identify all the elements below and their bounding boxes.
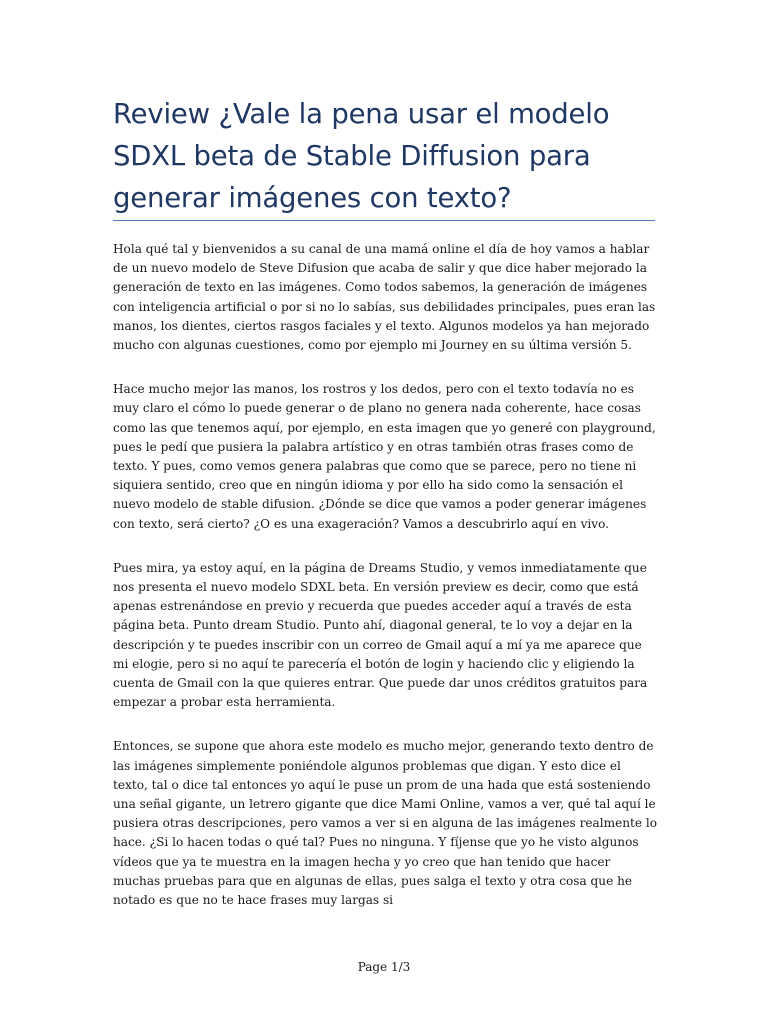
title-divider (113, 220, 655, 221)
document-body (113, 240, 658, 935)
page-number: Page 1/3 (357, 960, 411, 974)
paragraph-3: Pues mira, ya estoy aquí, en la página de Dreams Studio, y vemos inmediatamente que nos presenta el nuevo modelo SDXL beta. En versión preview es decir, como que está apenas estrenándose en previo y recuerda que puedes acceder aquí a través de esta página beta. Punto dream Studio. Punto ahí, diagonal general, te lo voy a dejar en la descripción y te puedes inscribir con un correo de Gmail aquí a mí ya me aparece que mi elogie, pero si no aquí te parecería el botón de login y haciendo clic y eligiendo la cuenta de Gmail con la que quieres entrar. Que puede dar unos créditos gratuitos para empezar a probar esta herramienta. (113, 560, 648, 710)
paragraph-1: Hola qué tal y bienvenidos a su canal de una mamá online el día de hoy vamos a hablar de un nuevo modelo de Steve Difusion que acaba de salir y que dice haber mejorado la generación de texto en las imágenes. Como todos sabemos, la generación de imágenes con inteligencia artificial o por si no lo sabías, sus debilidades principales, pues eran las manos, los dientes, ciertos rasgos faciales y el texto. Algunos modelos ya han mejorado mucho con algunas cuestiones, como por ejemplo mi Journey en su última versión 5. (113, 242, 656, 353)
paragraph-2: Hace mucho mejor las manos, los rostros y los dedos, pero con el texto todavía no es muy claro el cómo lo puede generar o de plano no genera nada coherente, hace cosas como las que tenemos aquí, por ejemplo, en esta imagen que yo generé con playground, pues le pedí que pusiera la palabra artístico y en otras también otras frases como de texto. Y pues, como vemos genera palabras que como que se parece, pero no tiene ni siquiera sentido, creo que en ningún idioma y por ello ha sido como la sensación el nuevo modelo de stable difusion. ¿Dónde se dice que vamos a poder generar imágenes con texto, será cierto? ¿O es una exageración? Vamos a descubrirlo aquí en vivo. (113, 382, 656, 531)
paragraph-4: Entonces, se supone que ahora este modelo es mucho mejor, generando texto dentro de las imágenes simplemente poniéndole algunos problemas que digan. Y esto dice el texto, tal o dice tal entonces yo aquí le puse un prom de una hada que está sosteniendo una señal gigante, un letrero gigante que dice Mami Online, vamos a ver, qué tal aquí le pusiera otras descripciones, pero vamos a ver si en alguna de las imágenes realmente lo hace. ¿Si lo hacen todas o qué tal? Pues no ninguna. Y fíjense que yo he visto algunos vídeos que ya te muestra en la imagen hecha y yo creo que han tenido que hacer muchas pruebas para que en algunas de ellas, pues salga el texto y otra cosa que he notado es que no te hace frases muy largas si (113, 739, 658, 908)
document-title: Review ¿Vale la pena usar el modelo SDXL beta de Stable Diffusion para generar imágenes con texto? (113, 98, 610, 214)
